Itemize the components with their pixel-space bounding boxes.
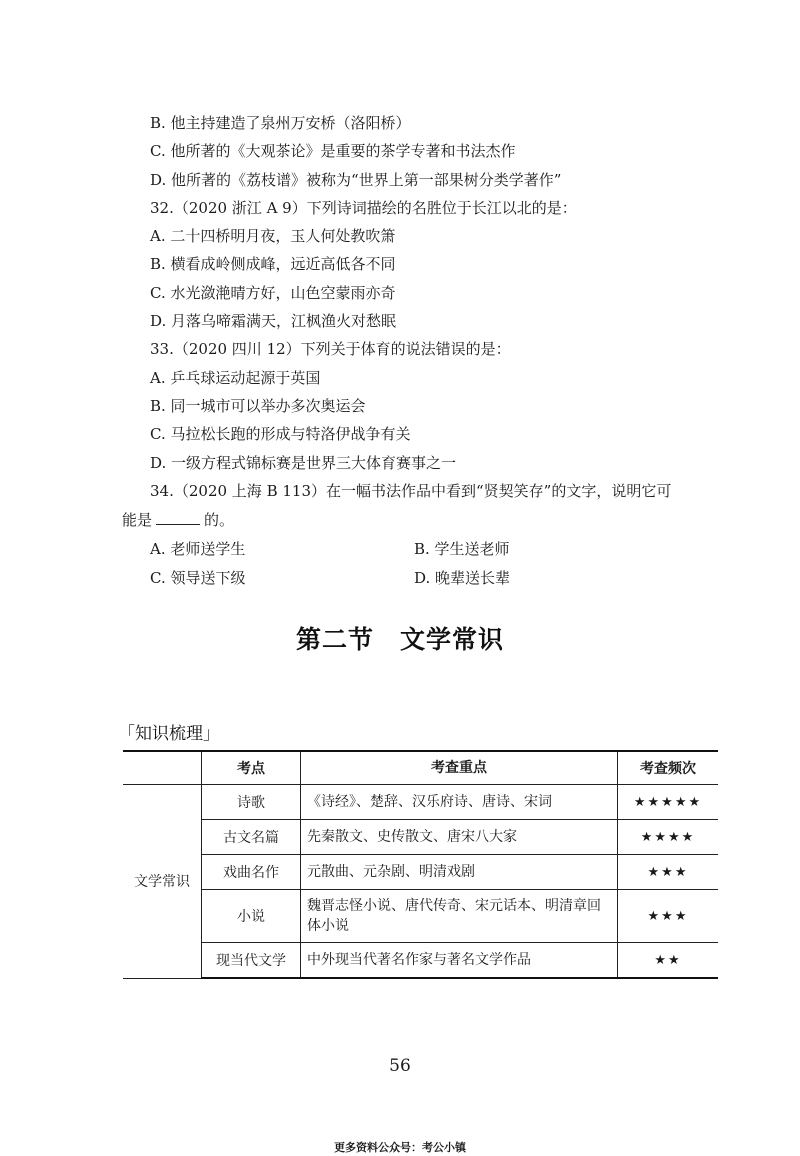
answer-blank [156, 510, 200, 525]
q31-option-d: D. 他所著的《荔枝谱》被称为“世界上第一部果树分类学著作” [150, 171, 562, 189]
page-number: 56 [389, 1056, 411, 1076]
header-focus: 考查重点 [301, 751, 618, 785]
q34-option-c: C. 领导送下级 [150, 569, 246, 587]
table-row [123, 890, 718, 943]
category-cell: 文学常识 [123, 785, 202, 979]
point-cell: 诗歌 [202, 785, 301, 820]
q32-option-c: C. 水光潋滟晴方好，山色空蒙雨亦奇 [150, 284, 396, 302]
footer-note: 更多资料公众号：考公小镇 [334, 1141, 466, 1154]
q32-option-d: D. 月落乌啼霜满天，江枫渔火对愁眠 [150, 312, 397, 330]
focus-cell: 《诗经》、楚辞、汉乐府诗、唐诗、宋词 [301, 785, 618, 820]
q32-option-b: B. 横看成岭侧成峰，远近高低各不同 [150, 255, 396, 273]
knowledge-table [123, 750, 718, 979]
frequency-stars: ★★★ [618, 890, 719, 943]
table-row [123, 855, 718, 890]
point-cell: 古文名篇 [202, 820, 301, 855]
q33-option-d: D. 一级方程式锦标赛是世界三大体育赛事之一 [150, 454, 457, 472]
point-cell: 小说 [202, 890, 301, 943]
header-category [123, 751, 202, 785]
focus-cell: 元散曲、元杂剧、明清戏剧 [301, 855, 618, 890]
focus-cell: 魏晋志怪小说、唐代传奇、宋元话本、明清章回体小说 [301, 890, 618, 943]
q31-option-c: C. 他所著的《大观茶论》是重要的茶学专著和书法杰作 [150, 142, 516, 160]
q34-stem: 34.（2020 上海 B 113）在一幅书法作品中看到“贤契笑存”的文字，说明它可 [150, 482, 672, 500]
frequency-stars: ★★ [618, 943, 719, 979]
focus-cell: 中外现当代著名作家与著名文学作品 [301, 943, 618, 979]
q32-stem: 32.（2020 浙江 A 9）下列诗词描绘的名胜位于长江以北的是： [150, 199, 577, 217]
q34-option-d: D. 晚辈送长辈 [414, 569, 511, 587]
q34-stem-continuation [122, 510, 234, 530]
q34-cont-suffix: 的。 [204, 511, 235, 529]
focus-cell: 先秦散文、史传散文、唐宋八大家 [301, 820, 618, 855]
header-frequency: 考查频次 [618, 751, 719, 785]
table-row [123, 943, 718, 979]
q31-option-b: B. 他主持建造了泉州万安桥（洛阳桥） [150, 114, 411, 132]
q32-option-a: A. 二十四桥明月夜，玉人何处教吹箫 [150, 227, 396, 245]
frequency-stars: ★★★ [618, 855, 719, 890]
q33-option-b: B. 同一城市可以举办多次奥运会 [150, 397, 366, 415]
q34-option-a: A. 老师送学生 [150, 540, 246, 558]
knowledge-summary-label: 「知识梳理」 [118, 724, 220, 744]
q33-stem: 33.（2020 四川 12）下列关于体育的说法错误的是： [150, 340, 511, 358]
point-cell: 现当代文学 [202, 943, 301, 979]
q33-option-c: C. 马拉松长跑的形成与特洛伊战争有关 [150, 425, 411, 443]
q34-option-b: B. 学生送老师 [414, 540, 510, 558]
section-name: 文学常识 [400, 625, 505, 654]
table-row [123, 785, 718, 820]
frequency-stars: ★★★★ [618, 820, 719, 855]
frequency-stars: ★★★★★ [618, 785, 719, 820]
table-row [123, 820, 718, 855]
q33-option-a: A. 乒乓球运动起源于英国 [150, 369, 321, 387]
section-number: 第二节 [295, 625, 374, 654]
q34-cont-prefix: 能是 [122, 511, 153, 529]
header-point: 考点 [202, 751, 301, 785]
point-cell: 戏曲名作 [202, 855, 301, 890]
section-title [0, 620, 800, 656]
table-header-row [123, 751, 718, 785]
